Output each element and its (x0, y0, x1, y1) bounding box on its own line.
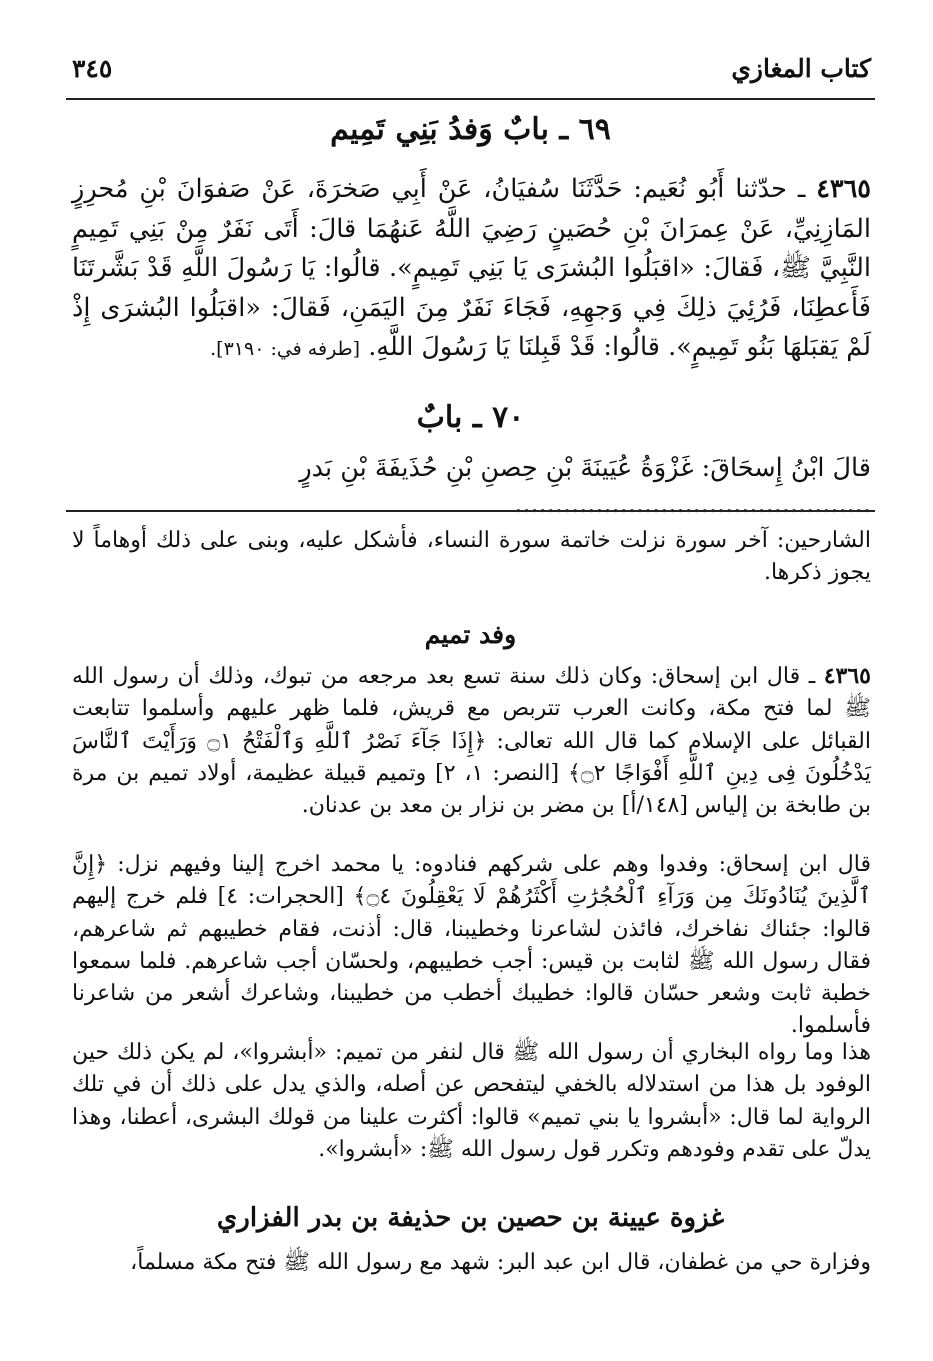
commentary-paragraph-2-text: ـ قال ابن إسحاق: وكان ذلك سنة تسع بعد مرجعه من تبوك، وذلك أن رسول الله ﷺ لما فتح مكة، وكانت العرب تتربص مع قريش، فلما ظهر عليهم وأسلموا تتابعت القبائل على الإسلام كما قال الله تعالى: ﴿إِذَا جَآءَ نَصْرُ ٱللَّهِ وَٱلْفَتْحُ ۝١ وَرَأَيْتَ ٱلنَّاسَ يَدْخُلُونَ فِى دِينِ ٱللَّهِ أَفْوَاجًا ۝٢﴾ [النصر: ١، ٢] وتميم قبيلة عظيمة، أولاد تميم بن مرة بن طابخة بن إلياس [١٤٨/أ] بن مضر بن نزار بن معد بن عدنان. (72, 664, 872, 819)
page-number: ٣٤٥ (72, 54, 113, 83)
commentary-paragraph-5: وفزارة حي من غطفان، قال ابن عبد البر: شهد مع رسول الله ﷺ فتح مكة مسلماً، (130, 1250, 871, 1275)
header-rule (66, 98, 875, 100)
commentary-paragraph-4: هذا وما رواه البخاري أن رسول الله ﷺ قال لنفر من تميم: «أبشروا»، لم يكن ذلك حين الوفود بل هذا من استدلاله بالخفي ليتفحص عن أصله، والذي يدل على ذلك أن في تلك الرواية لما قال: «أبشروا يا بني تميم» قالوا: أكثرت علينا من قولك البشرى، أعطنا، وهذا يدلّ على تقدم وفودهم وتكرر قول رسول الله ﷺ: «أبشروا». (72, 1040, 871, 1162)
section-heading-ghazwa: غزوة عيينة بن حصين بن حذيفة بن بدر الفزاري (216, 1203, 725, 1233)
commentary-paragraph-3: قال ابن إسحاق: وفدوا وهم على شركهم فنادوه: يا محمد اخرج إلينا وفيهم نزل: ﴿إِنَّ ٱلَّذِينَ يُنَادُونَكَ مِن وَرَآءِ ٱلْحُجُرَٰتِ أَكْثَرُهُمْ لَا يَعْقِلُونَ ۝٤﴾ [الحجرات: ٤] فلم خرج إليهم قالوا: جئناك نفاخرك، فائذن لشاعرنا وخطيبنا، قال: أذنت، فقام خطيبهم ثم شاعرهم، فقال رسول الله ﷺ لثابت بن قيس: أجب خطيبهم، ولحسّان أجب شاعرهم. فلما سمعوا خطبة ثابت وشعر حسّان قالوا: خطيبك أخطب من خطيبنا، وشاعرك أشعر من شاعرنا فأسلموا. (72, 852, 871, 1039)
running-header (72, 46, 871, 96)
hadith-4365 (72, 170, 871, 370)
commentary-paragraph-1: الشارحين: آخر سورة نزلت خاتمة سورة النساء، فأشكل عليه، وبنى على ذلك أوهاماً لا يجوز ذكرها. (72, 528, 871, 586)
chapter-heading-70: ٧٠ ـ بابٌ (416, 400, 525, 435)
narration-text: قالَ ابْنُ إِسحَاقَ: غَزْوَةُ عُيَينَةَ بْنِ حِصنِ بْنِ حُذَيفَةَ بْنِ بَدرٍ (299, 453, 871, 483)
chapter-heading-69: ٦٩ ـ بابٌ وَفدُ بَنِي تَمِيم (330, 112, 611, 147)
hadith-cross-reference: [طرفه في: ٣١٩٠]. (210, 338, 361, 360)
text-commentary-divider (66, 510, 875, 512)
commentary-paragraph-2 (72, 660, 871, 822)
leader-dots: ............................................ (514, 489, 871, 519)
hadith-number: ٤٣٦٥ (816, 174, 871, 204)
book-title: كتاب المغازي (731, 54, 871, 83)
commentary-hadith-number: ٤٣٦٥ (823, 663, 871, 689)
section-heading-wafd-tamim: وفد تميم (424, 620, 517, 649)
hadith-text: ـ حدّثنا أَبُو نُعَيم: حَدَّثَنَا سُفيَانُ، عَنْ أَبِي صَخرَةَ، عَنْ صَفوَانَ بْنِ مُحرِزٍ المَازِنِيِّ، عَنْ عِمرَانَ بْنِ حُصَينٍ رَضِيَ اللَّهُ عَنهُمَا قالَ: أَتَى نَفَرٌ مِنْ بَنِي تَمِيمٍ النَّبِيَّ ﷺ، فَقالَ: «اقبَلُوا البُشرَى يَا بَنِي تَمِيمٍ». قالُوا: يَا رَسُولَ اللَّهِ قَدْ بَشَّرتَنَا فَأَعطِنَا، فَرُئِيَ ذلِكَ فِي وَجهِهِ، فَجَاءَ نَفَرٌ مِنَ اليَمَنِ، فَقالَ: «اقبَلُوا البُشرَى إِذْ لَمْ يَقبَلهَا بَنُو تَمِيمٍ». قالُوا: قَدْ قَبِلنَا يَا رَسُولَ اللَّهِ. (72, 174, 871, 362)
